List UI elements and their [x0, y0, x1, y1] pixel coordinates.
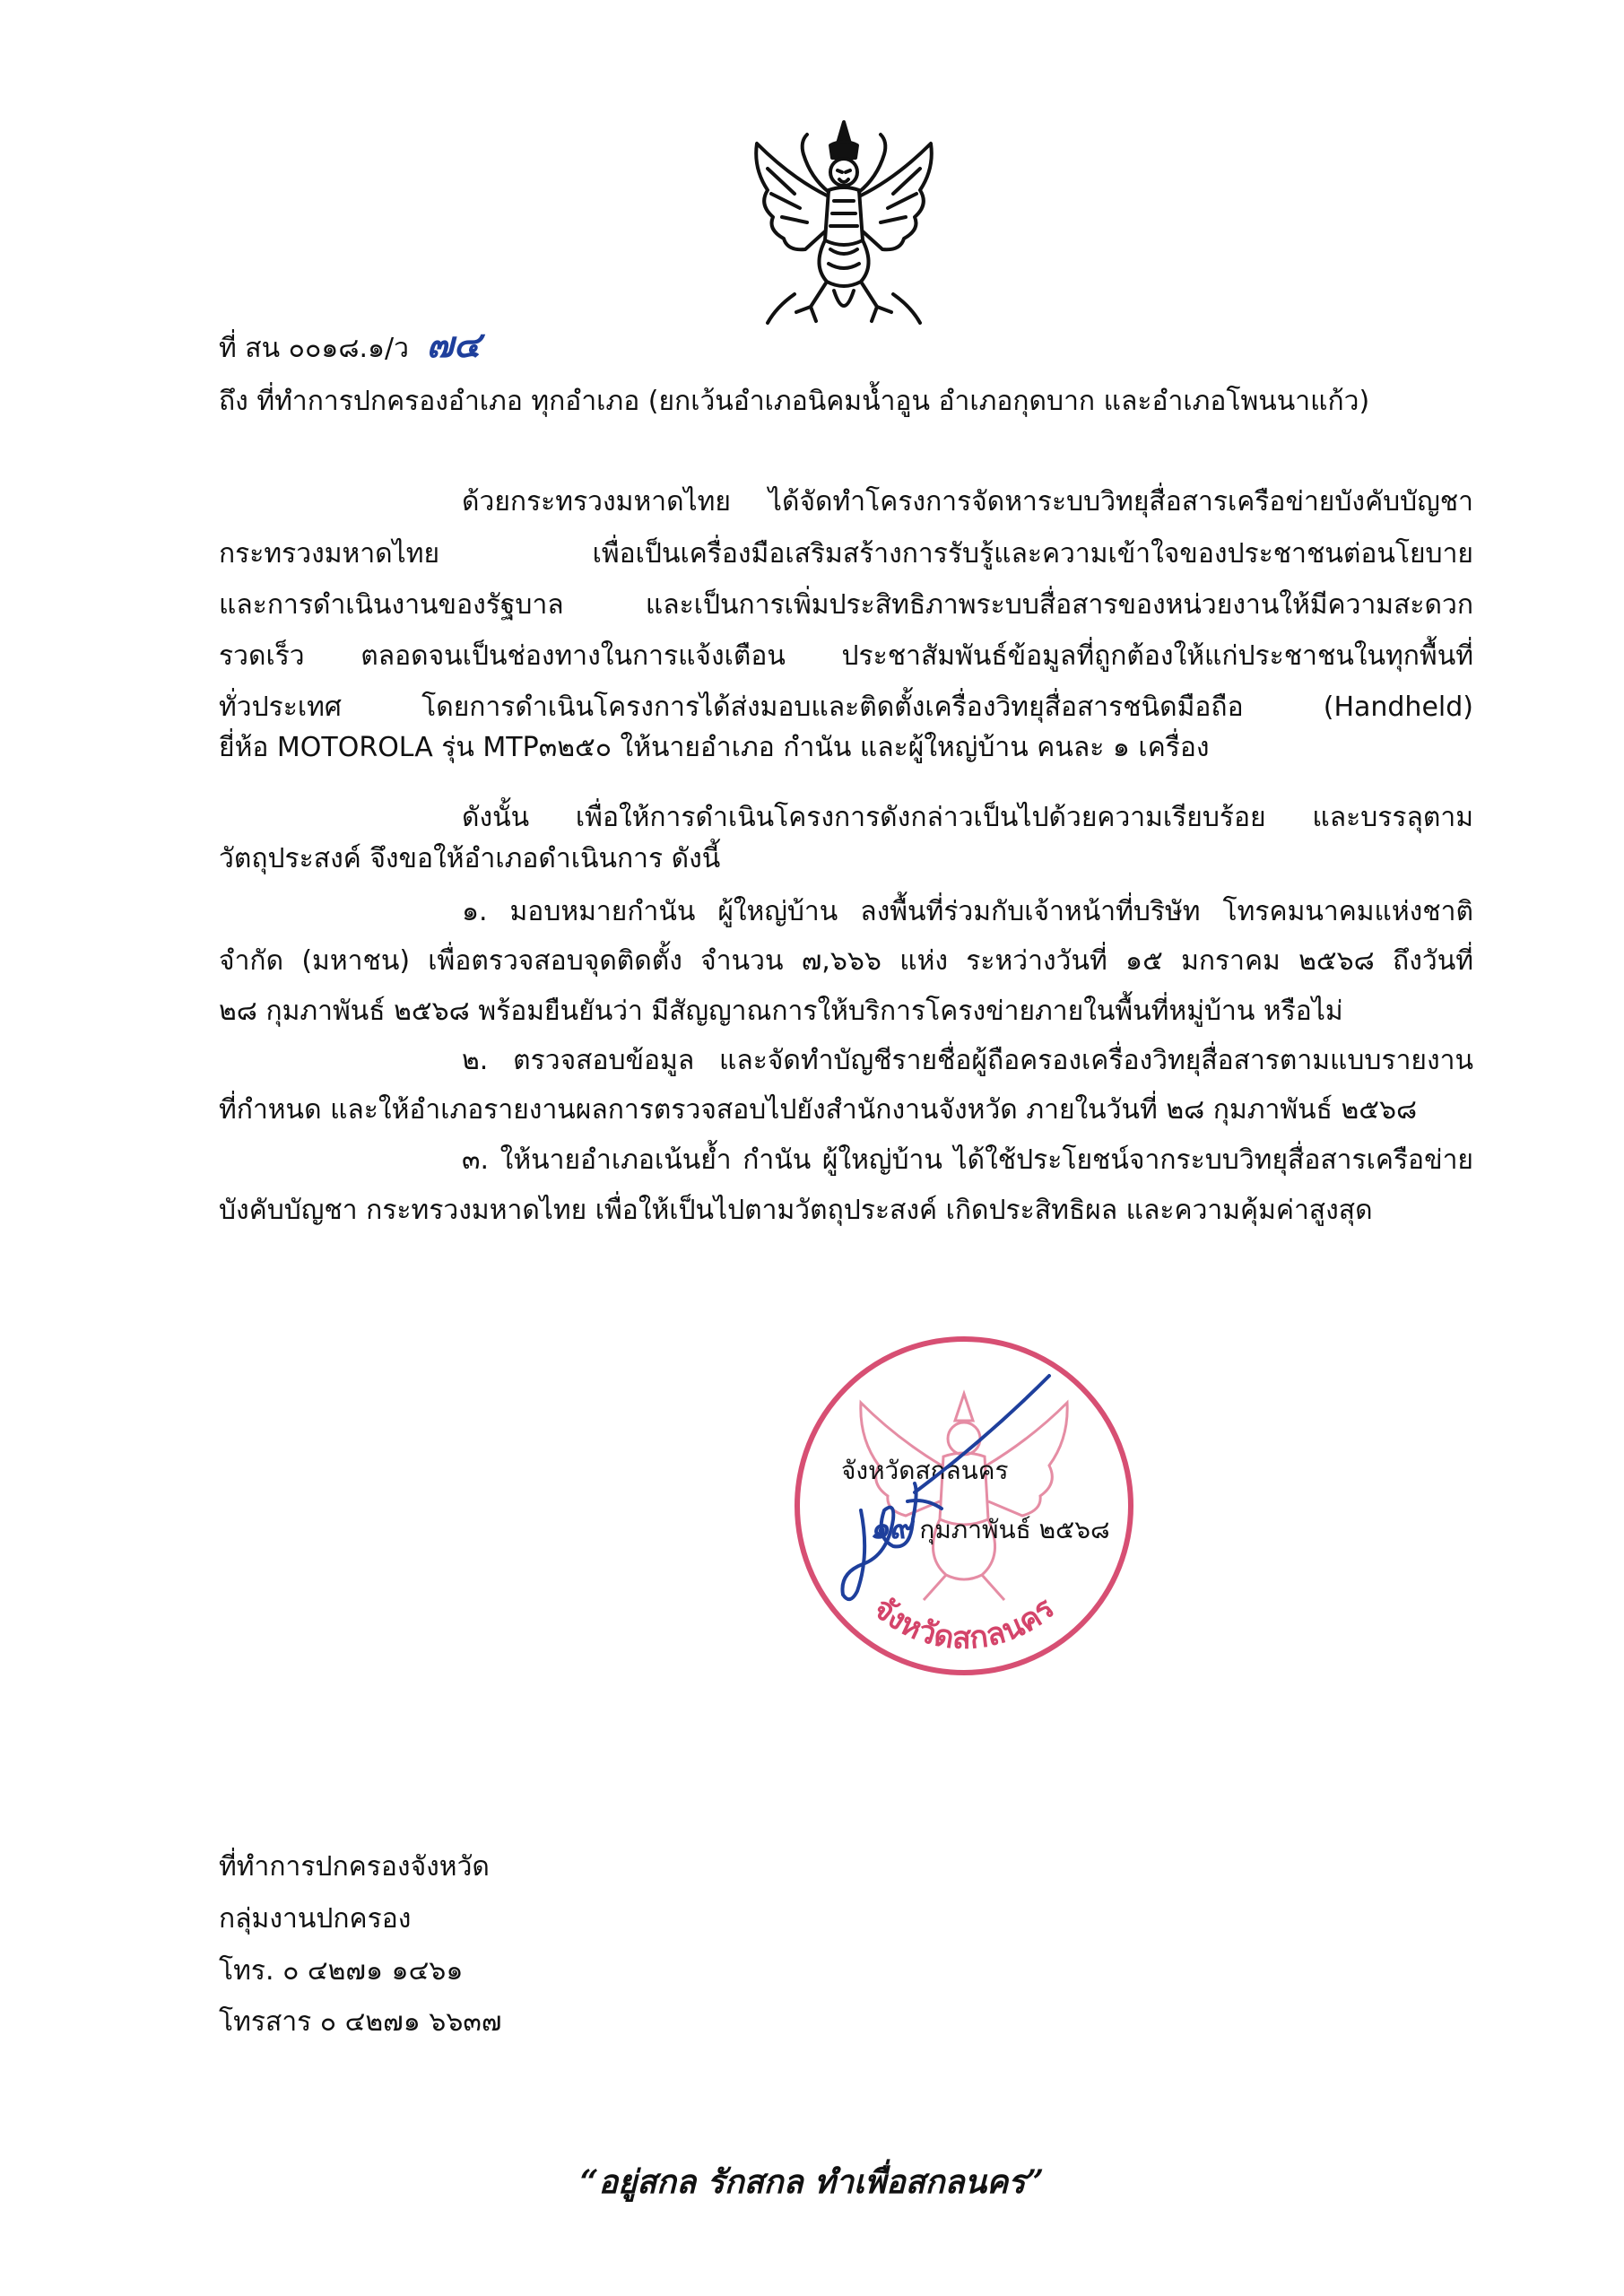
para1-line-4: รวดเร็ว ตลอดจนเป็นช่องทางในการแจ้งเตือน ประชาสัมพันธ์ข้อมูลที่ถูกต้องให้แก่ประชาชนในทุกพื้นที่: [219, 640, 1473, 672]
para1-line-5: ทั่วประเทศ โดยการดำเนินโครงการได้ส่งมอบและติดตั้งเครื่องวิทยุสื่อสารชนิดมือถือ (Handheld): [219, 691, 1473, 723]
issue-date-day: ๑๙: [870, 1510, 912, 1546]
item3-line-2: บังคับบัญชา กระทรวงมหาดไทย เพื่อให้เป็นไปตามวัตถุประสงค์ เกิดประสิทธิผล และความคุ้มค่าสูงสุด: [219, 1195, 1373, 1226]
footer-tel: โทร. ๐ ๔๒๗๑ ๑๔๖๑: [219, 1955, 464, 1987]
item2-line-2: ที่กำหนด และให้อำเภอรายงานผลการตรวจสอบไปยังสำนักงานจังหวัด ภายในวันที่ ๒๘ กุมภาพันธ์ ๒๕๖๘: [219, 1094, 1418, 1126]
item1-line-1: ๑. มอบหมายกำนัน ผู้ใหญ่บ้าน ลงพื้นที่ร่วมกับเจ้าหน้าที่บริษัท โทรคมนาคมแห่งชาติ: [462, 896, 1473, 927]
item1-line-2: จำกัด (มหาชน) เพื่อตรวจสอบจุดติดตั้ง จำนวน ๗,๖๖๖ แห่ง ระหว่างวันที่ ๑๕ มกราคม ๒๕๖๘ ถึงวันที่: [219, 945, 1473, 977]
para2-line-2: วัตถุประสงค์ จึงขอให้อำเภอดำเนินการ ดังนี้: [219, 843, 721, 874]
footer-office: ที่ทำการปกครองจังหวัด: [219, 1851, 490, 1883]
para1-line-1: ด้วยกระทรวงมหาดไทย ได้จัดทำโครงการจัดหาระบบวิทยุสื่อสารเครือข่ายบังคับบัญชา: [462, 486, 1473, 517]
footer-fax: โทรสาร ๐ ๔๒๗๑ ๖๖๓๗: [219, 2006, 502, 2038]
reference-line: [219, 316, 481, 373]
item2-line-1: ๒. ตรวจสอบข้อมูล และจัดทำบัญชีรายชื่อผู้ถือครองเครื่องวิทยุสื่อสารตามแบบรายงาน: [462, 1045, 1473, 1076]
para1-line-3: และการดำเนินงานของรัฐบาล และเป็นการเพิ่มประสิทธิภาพระบบสื่อสารของหน่วยงานให้มีความสะดวก: [219, 589, 1473, 621]
recipient-line: ถึง ที่ทำการปกครองอำเภอ ทุกอำเภอ (ยกเว้นอำเภอนิคมน้ำอูน อำเภอกุดบาก และอำเภอโพนนาแก้ว): [219, 386, 1370, 417]
reference-number: ๗๔: [426, 324, 481, 366]
footer-group: กลุ่มงานปกครอง: [219, 1903, 412, 1935]
motto: “อยู่สกล รักสกล ทำเพื่อสกลนคร”: [579, 2163, 1045, 2201]
issue-date-rest: กุมภาพันธ์ ๒๕๖๘: [919, 1515, 1110, 1544]
signature-icon: [807, 1358, 1076, 1609]
item1-line-3: ๒๘ กุมภาพันธ์ ๒๕๖๘ พร้อมยืนยันว่า มีสัญญาณการให้บริการโครงข่ายภายในพื้นที่หมู่บ้าน หรือไม่: [219, 996, 1343, 1027]
item3-line-1: ๓. ให้นายอำเภอเน้นย้ำ กำนัน ผู้ใหญ่บ้าน ได้ใช้ประโยชน์จากระบบวิทยุสื่อสารเครือข่าย: [462, 1144, 1473, 1176]
garuda-emblem-icon: [741, 115, 947, 330]
para2-line-1: ดังนั้น เพื่อให้การดำเนินโครงการดังกล่าวเป็นไปด้วยความเรียบร้อย และบรรลุตาม: [462, 802, 1473, 833]
stamp-text: จังหวัดสกลนคร: [866, 1590, 1062, 1657]
reference-prefix: ที่ สน ๐๐๑๘.๑/ว: [219, 333, 410, 364]
para1-line-2: กระทรวงมหาดไทย เพื่อเป็นเครื่องมือเสริมสร้างการรับรู้และความเข้าใจของประชาชนต่อนโยบาย: [219, 538, 1473, 570]
para1-line-6: ยี่ห้อ MOTOROLA รุ่น MTP๓๒๕๐ ให้นายอำเภอ กำนัน และผู้ใหญ่บ้าน คนละ ๑ เครื่อง: [219, 732, 1210, 763]
issuer-line: จังหวัดสกลนคร: [841, 1456, 1009, 1485]
